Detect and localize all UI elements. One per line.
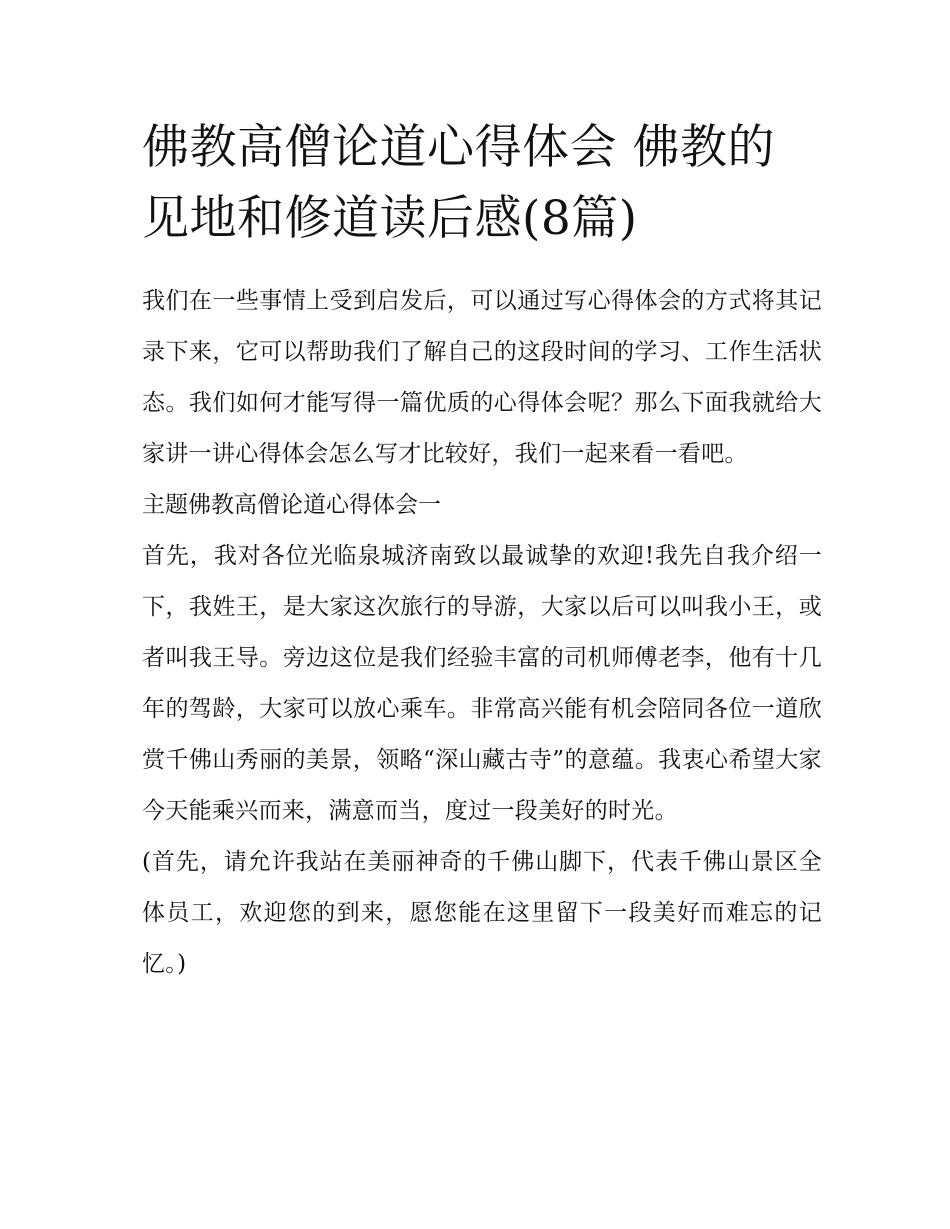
intro-paragraph: 我们在一些事情上受到启发后，可以通过写心得体会的方式将其记录下来，它可以帮助我们了解自己的这段时间的学习、工作生活状态。我们如何才能写得一篇优质的心得体会呢？那么下面我就给大家讲一讲心得体会怎么写才比较好，我们一起来看一看吧。 bbox=[142, 288, 822, 467]
body-paragraph-2: (首先，请允许我站在美丽神奇的千佛山脚下，代表千佛山景区全体员工，欢迎您的到来，愿您能在这里留下一段美好而难忘的记忆。) bbox=[142, 849, 822, 977]
section-heading: 主题佛教高僧论道心得体会一 bbox=[142, 492, 441, 518]
body-paragraph-1: 首先，我对各位光临泉城济南致以最诚挚的欢迎!我先自我介绍一下，我姓王，是大家这次旅行的导游，大家以后可以叫我小王，或者叫我王导。旁边这位是我们经验丰富的司机师傅老李，他有十几年的驾龄，大家可以放心乘车。非常高兴能有机会陪同各位一道欣赏千佛山秀丽的美景，领略“深山藏古寺”的意蕴。我衷心希望大家今天能乘兴而来，满意而当，度过一段美好的时光。 bbox=[142, 543, 822, 824]
document-title: 佛教高僧论道心得体会 佛教的见地和修道读后感(8篇) bbox=[142, 120, 775, 246]
document-body bbox=[142, 112, 822, 990]
